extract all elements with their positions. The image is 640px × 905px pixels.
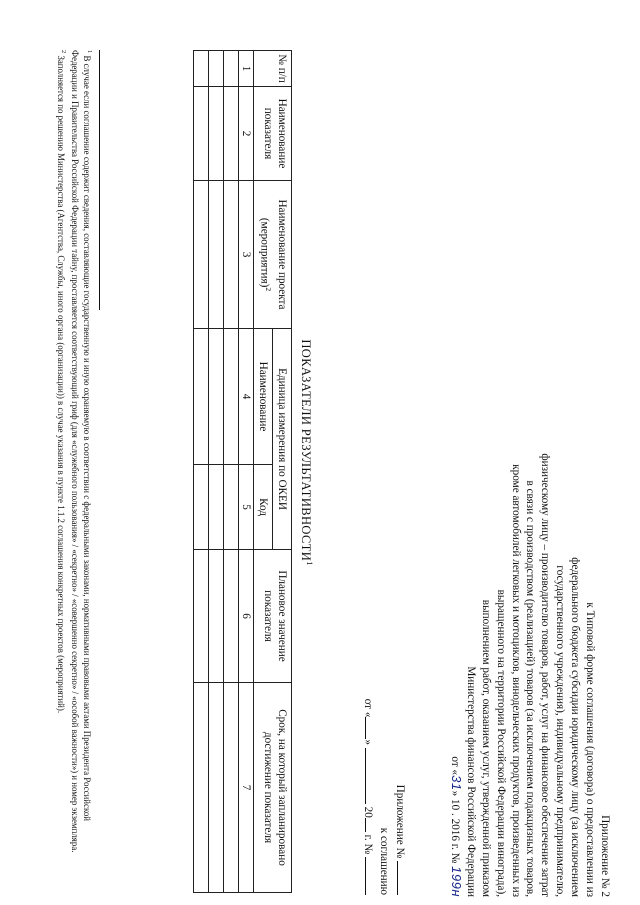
no-label: №: [362, 843, 374, 855]
table-cell[interactable]: [209, 51, 224, 87]
table-cell[interactable]: [194, 329, 209, 465]
appendix-line: государственного учреждения), индивидуальному предпринимателю,: [554, 565, 567, 897]
column-number: 7: [239, 683, 254, 893]
title-footnote-mark: 1: [305, 561, 314, 566]
table-cell[interactable]: [224, 87, 239, 181]
column-number: 3: [239, 181, 254, 329]
footnote-1-text: В случае если соглашение содержит сведения, составляющие государственную и иную охраняемую в соответствии с федеральными законами, нормативными правовыми актами Президента Российской Федерации и Правительства Российской Федерации тайну, проставляется соответствующий гриф (для «служебного пользования» / «секретно» / «совершенно секретно» / «особой важности») и номер экземпляра.: [70, 50, 93, 853]
column-number: 2: [239, 87, 254, 181]
header-plan-value: Плановое значение показателя: [254, 550, 292, 683]
table-cell[interactable]: [209, 329, 224, 465]
table-cell[interactable]: [194, 550, 209, 683]
header-unit-name: Наименование: [254, 329, 273, 465]
header-unit: Единица измерения по ОКЕИ: [273, 329, 292, 550]
table-cell[interactable]: [224, 51, 239, 87]
table-cell[interactable]: [224, 181, 239, 329]
page-title: [298, 0, 314, 905]
footnote-divider: [99, 50, 100, 310]
agreement-date-line: [360, 605, 377, 895]
table-cell[interactable]: [194, 465, 209, 550]
footnote-2-mark: 2: [60, 50, 68, 54]
appendix-line: Приложение № 2: [599, 815, 611, 897]
column-number-row: [239, 51, 254, 893]
table-cell[interactable]: [194, 51, 209, 87]
month-blank: [365, 748, 376, 804]
day-blank: [365, 717, 376, 739]
column-number: 4: [239, 329, 254, 465]
table-cell[interactable]: [194, 683, 209, 893]
indicators-table: [193, 50, 292, 893]
footnotes: [55, 50, 95, 860]
header-project-text: Наименование проекта (мероприятия): [258, 199, 288, 310]
appendix-line: физическому лицу – производителю товаров, работ, услуг на финансовое обеспечение затрат: [539, 453, 552, 897]
column-number: 6: [239, 550, 254, 683]
appendix-line: кроме автомобилей легковых и мотоциклов, винодельческих продуктов, произведенных из: [509, 464, 522, 897]
order-mid: » 10 . 2016 г. №: [448, 790, 461, 864]
appendix-line: федерального бюджета субсидии юридическому лицу (за исключением: [569, 557, 582, 897]
table-row: [209, 51, 224, 893]
order-day-handwritten: 31: [448, 775, 464, 791]
footnote-1-mark: 1: [86, 50, 93, 54]
appendix-line: к Типовой форме соглашения (договора) о предоставлении из: [584, 602, 597, 897]
header-project-footnote: 2: [264, 287, 273, 292]
agreement-appendix-line: [392, 605, 409, 895]
table-cell[interactable]: [194, 87, 209, 181]
header-number: № п/п: [254, 51, 292, 87]
header-project-name: [254, 181, 292, 329]
header-unit-code: Код: [254, 465, 273, 550]
column-number: 5: [239, 465, 254, 550]
table-cell[interactable]: [224, 550, 239, 683]
quote-close: »: [362, 739, 374, 746]
table-cell[interactable]: [209, 87, 224, 181]
header-deadline: Срок, на который запланировано достижение показателя: [254, 683, 292, 893]
from-label: от «: [362, 698, 374, 718]
appendix-line: выполнением работ, оказанием услуг, утвержденной приказом: [479, 599, 492, 897]
table-cell[interactable]: [224, 329, 239, 465]
agreement-reference: [360, 605, 409, 895]
agreement-number-blank: [365, 857, 376, 895]
order-number-handwritten: 199н: [448, 866, 464, 897]
table-row: [194, 51, 209, 893]
order-date-line: [447, 337, 463, 897]
appendix-line: в связи с производством (реализацией) товаров (за исключением подакцизных товаров,: [524, 480, 537, 897]
table-cell[interactable]: [194, 181, 209, 329]
order-prefix: от «: [448, 756, 461, 776]
table-row: [224, 51, 239, 893]
agreement-appendix-label: Приложение №: [394, 784, 406, 859]
year-prefix: 20: [362, 806, 374, 818]
column-number: 1: [239, 51, 254, 87]
footnote-2: [55, 50, 69, 860]
table-cell[interactable]: [209, 550, 224, 683]
appendix-number-blank: [397, 861, 408, 895]
footnote-1: [69, 50, 95, 860]
table-cell[interactable]: [209, 683, 224, 893]
year-suffix: г.: [362, 834, 374, 841]
appendix-line: Министерства финансов Российской Федерации: [464, 666, 477, 897]
header-indicator-name: Наименование показателя: [254, 87, 292, 181]
to-agreement-label: к соглашению: [378, 827, 391, 895]
table-cell[interactable]: [224, 465, 239, 550]
title-text: ПОКАЗАТЕЛИ РЕЗУЛЬТАТИВНОСТИ: [298, 339, 313, 562]
table-cell[interactable]: [209, 181, 224, 329]
appendix-header: [447, 337, 612, 897]
table-cell[interactable]: [224, 683, 239, 893]
appendix-line: выращенного на территории Российской Федерации винограда),: [494, 589, 507, 897]
table-cell[interactable]: [209, 465, 224, 550]
year-blank: [365, 818, 376, 832]
footnote-2-text: Заполняется по решению Министерства (Агентства, Службы, иного органа (организации)) в случае указания в пункте 1.1.2 соглашения конкретных проектов (мероприятий).: [56, 53, 67, 714]
